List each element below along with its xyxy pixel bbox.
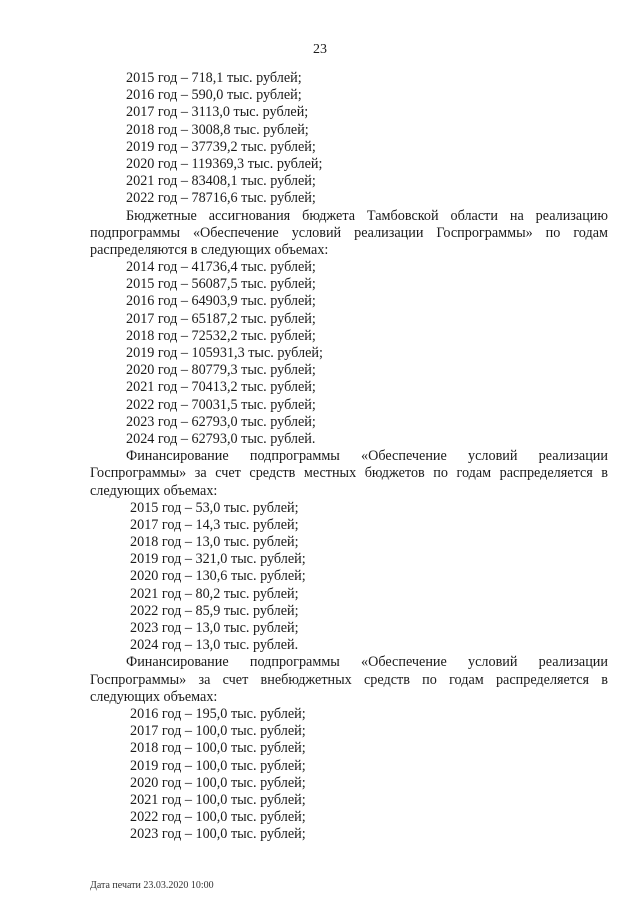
list-item: 2018 год – 13,0 тыс. рублей; bbox=[130, 534, 299, 551]
list-item: 2015 год – 718,1 тыс. рублей; bbox=[126, 70, 302, 86]
paragraph-line: Финансирование подпрограммы «Обеспечение условий реализации bbox=[126, 654, 608, 671]
list-item: 2023 год – 13,0 тыс. рублей; bbox=[130, 620, 299, 636]
list-regional-budget bbox=[90, 259, 608, 448]
list-item: 2017 год – 100,0 тыс. рублей; bbox=[130, 723, 306, 740]
paragraph-line: Финансирование подпрограммы «Обеспечение условий реализации bbox=[126, 448, 608, 465]
list-item: 2019 год – 100,0 тыс. рублей; bbox=[130, 757, 306, 774]
list-item: 2023 год – 100,0 тыс. рублей; bbox=[130, 826, 306, 843]
paragraph-extrabudgetary bbox=[90, 654, 608, 706]
list-item: 2018 год – 100,0 тыс. рублей; bbox=[130, 740, 306, 757]
list-item: 2015 год – 53,0 тыс. рублей; bbox=[130, 499, 299, 516]
list-item: 2021 год – 100,0 тыс. рублей; bbox=[130, 791, 306, 808]
list-item: 2024 год – 13,0 тыс. рублей. bbox=[130, 637, 299, 654]
list-item: 2018 год – 3008,8 тыс. рублей; bbox=[126, 121, 309, 138]
paragraph-line: распределяются в следующих объемах: bbox=[90, 241, 329, 258]
list-item: 2020 год – 130,6 тыс. рублей; bbox=[130, 568, 306, 585]
paragraph-line: подпрограммы «Обеспечение условий реализации Госпрограммы» по годам bbox=[90, 224, 608, 241]
list-item: 2020 год – 80779,3 тыс. рублей; bbox=[126, 362, 316, 379]
list-extrabudgetary bbox=[90, 706, 608, 844]
list-regional-budget-tail bbox=[90, 70, 608, 208]
list-item: 2016 год – 590,0 тыс. рублей; bbox=[126, 87, 302, 104]
paragraph-regional-budget bbox=[90, 208, 608, 260]
list-item: 2022 год – 100,0 тыс. рублей; bbox=[130, 809, 306, 826]
document-body bbox=[90, 70, 608, 843]
list-item: 2020 год – 119369,3 тыс. рублей; bbox=[126, 155, 323, 172]
list-local-budgets bbox=[90, 500, 608, 655]
list-item: 2019 год – 37739,2 тыс. рублей; bbox=[126, 138, 316, 155]
list-item: 2017 год – 3113,0 тыс. рублей; bbox=[126, 104, 309, 121]
print-date-footer: Дата печати 23.03.2020 10:00 bbox=[90, 880, 214, 891]
list-item: 2022 год – 70031,5 тыс. рублей; bbox=[126, 396, 316, 413]
list-item: 2020 год – 100,0 тыс. рублей; bbox=[130, 774, 306, 791]
list-item: 2017 год – 65187,2 тыс. рублей; bbox=[126, 310, 316, 327]
paragraph-line: Бюджетные ассигнования бюджета Тамбовской области на реализацию bbox=[126, 207, 608, 224]
list-item: 2016 год – 64903,9 тыс. рублей; bbox=[126, 293, 316, 310]
list-item: 2024 год – 62793,0 тыс. рублей. bbox=[126, 430, 316, 447]
paragraph-line: Госпрограммы» за счет внебюджетных средств по годам распределяется в bbox=[90, 671, 608, 688]
list-item: 2019 год – 105931,3 тыс. рублей; bbox=[126, 345, 323, 361]
list-item: 2014 год – 41736,4 тыс. рублей; bbox=[126, 259, 316, 276]
paragraph-line: Госпрограммы» за счет средств местных бюджетов по годам распределяется в bbox=[90, 465, 608, 482]
paragraph-line: следующих объемах: bbox=[90, 688, 218, 705]
list-item: 2018 год – 72532,2 тыс. рублей; bbox=[126, 327, 316, 344]
paragraph-line: следующих объемах: bbox=[90, 482, 218, 499]
list-item: 2016 год – 195,0 тыс. рублей; bbox=[130, 705, 306, 722]
paragraph-local-budgets bbox=[90, 448, 608, 500]
list-item: 2015 год – 56087,5 тыс. рублей; bbox=[126, 276, 316, 293]
list-item: 2023 год – 62793,0 тыс. рублей; bbox=[126, 413, 316, 430]
list-item: 2021 год – 83408,1 тыс. рублей; bbox=[126, 173, 316, 190]
list-item: 2019 год – 321,0 тыс. рублей; bbox=[130, 551, 306, 568]
list-item: 2022 год – 85,9 тыс. рублей; bbox=[130, 602, 299, 619]
list-item: 2021 год – 80,2 тыс. рублей; bbox=[130, 585, 299, 602]
list-item: 2021 год – 70413,2 тыс. рублей; bbox=[126, 379, 316, 396]
page-number: 23 bbox=[313, 42, 327, 57]
list-item: 2022 год – 78716,6 тыс. рублей; bbox=[126, 190, 316, 207]
list-item: 2017 год – 14,3 тыс. рублей; bbox=[130, 516, 299, 533]
